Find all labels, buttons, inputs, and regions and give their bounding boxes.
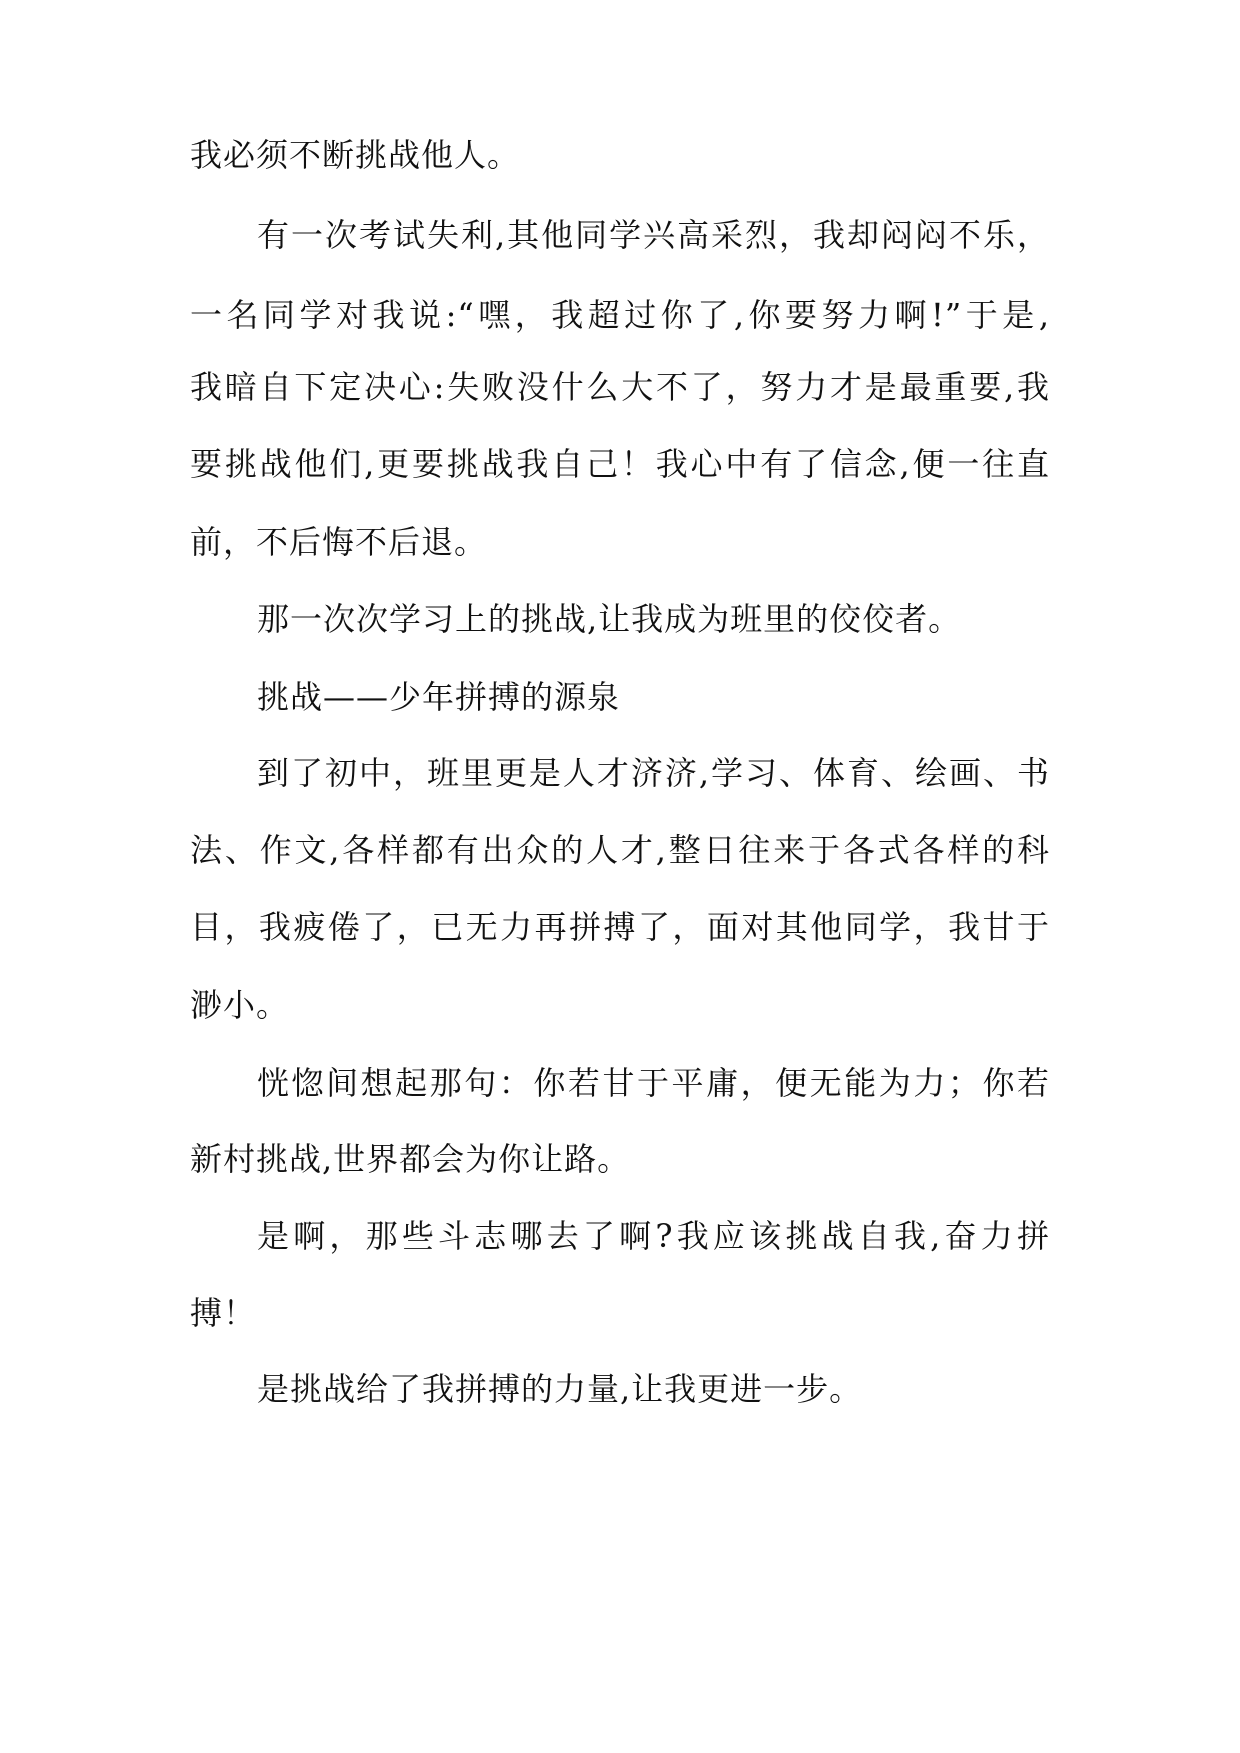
text-line-3: 一名同学对我说:“嘿，我超过你了,你要努力啊!”于是, bbox=[190, 296, 1050, 334]
text-line-16: 搏！ bbox=[190, 1294, 257, 1332]
text-line-14: 新村挑战,世界都会为你让路。 bbox=[190, 1140, 631, 1178]
text-line-12: 渺小。 bbox=[190, 986, 290, 1024]
text-line-5: 要挑战他们,更要挑战我自己！我心中有了信念,便一往直 bbox=[190, 445, 1050, 483]
text-line-7: 那一次次学习上的挑战,让我成为班里的佼佼者。 bbox=[257, 600, 962, 638]
text-line-17: 是挑战给了我拼搏的力量,让我更进一步。 bbox=[257, 1370, 863, 1408]
text-line-9: 到了初中，班里更是人才济济,学习、体育、绘画、书 bbox=[257, 754, 1050, 792]
text-line-6: 前，不后悔不后退。 bbox=[190, 523, 488, 561]
text-line-11: 目，我疲倦了，已无力再拼搏了，面对其他同学，我甘于 bbox=[190, 908, 1050, 946]
text-line-15: 是啊，那些斗志哪去了啊?我应该挑战自我,奋力拼 bbox=[257, 1217, 1050, 1255]
text-line-13: 恍惚间想起那句：你若甘于平庸，便无能为力；你若 bbox=[257, 1064, 1050, 1102]
section-heading: 挑战——少年拼搏的源泉 bbox=[257, 678, 621, 716]
text-line-2: 有一次考试失利,其他同学兴高采烈，我却闷闷不乐， bbox=[257, 216, 1050, 254]
text-line-4: 我暗自下定决心:失败没什么大不了，努力才是最重要,我 bbox=[190, 368, 1050, 406]
text-line-10: 法、作文,各样都有出众的人才,整日往来于各式各样的科 bbox=[190, 831, 1050, 869]
text-line-1: 我必须不断挑战他人。 bbox=[190, 136, 521, 174]
